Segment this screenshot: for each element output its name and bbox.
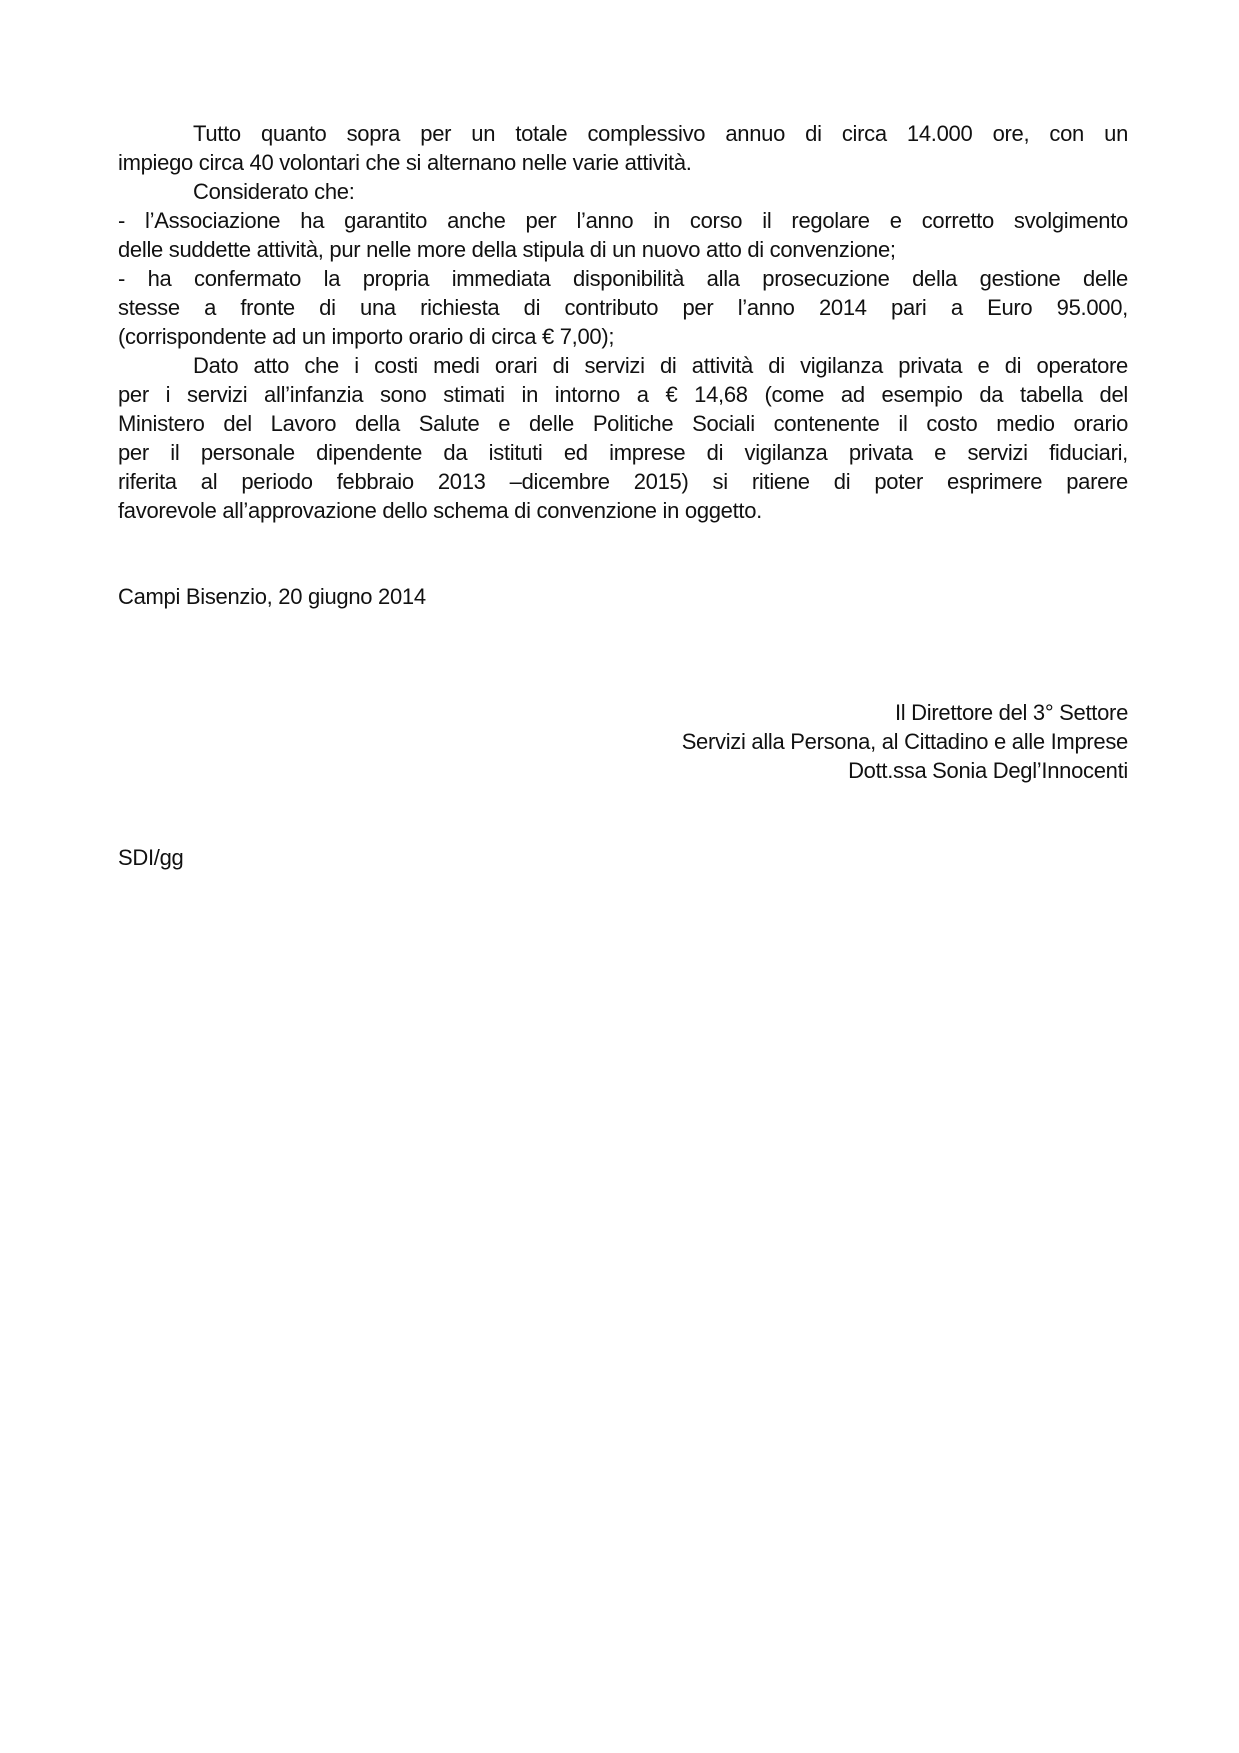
body-line: (corrispondente ad un importo orario di circa € 7,00); bbox=[118, 324, 615, 349]
body-line: Considerato che: bbox=[193, 179, 355, 204]
body-line: - ha confermato la propria immediata disponibilità alla prosecuzione della gestione delle bbox=[118, 266, 1128, 291]
body-line: delle suddette attività, pur nelle more della stipula di un nuovo atto di convenzione; bbox=[118, 237, 896, 262]
body-line: per il personale dipendente da istituti ed imprese di vigilanza privata e servizi fiduciari, bbox=[118, 440, 1128, 465]
body-line: favorevole all’approvazione dello schema di convenzione in oggetto. bbox=[118, 498, 762, 523]
body-line: Dato atto che i costi medi orari di servizi di attività di vigilanza privata e di operatore bbox=[193, 353, 1128, 378]
body-line: impiego circa 40 volontari che si alternano nelle varie attività. bbox=[118, 150, 692, 175]
body-line: stesse a fronte di una richiesta di contributo per l’anno 2014 pari a Euro 95.000, bbox=[118, 295, 1128, 320]
body-line: - l’Associazione ha garantito anche per l’anno in corso il regolare e corretto svolgimento bbox=[118, 208, 1128, 233]
place-and-date: Campi Bisenzio, 20 giugno 2014 bbox=[118, 584, 426, 609]
body-line: riferita al periodo febbraio 2013 –dicembre 2015) si ritiene di poter esprimere parere bbox=[118, 469, 1128, 494]
signatory-department: Servizi alla Persona, al Cittadino e alle Imprese bbox=[681, 729, 1128, 754]
body-line: per i servizi all’infanzia sono stimati in intorno a € 14,68 (come ad esempio da tabella del bbox=[118, 382, 1128, 407]
body-line: Tutto quanto sopra per un totale complessivo annuo di circa 14.000 ore, con un bbox=[193, 121, 1128, 146]
body-line: Ministero del Lavoro della Salute e delle Politiche Sociali contenente il costo medio orario bbox=[118, 411, 1128, 436]
document-body bbox=[118, 119, 1128, 525]
signature-block bbox=[682, 698, 1128, 785]
reference-initials: SDI/gg bbox=[118, 845, 184, 870]
signatory-name: Dott.ssa Sonia Degl’Innocenti bbox=[848, 758, 1128, 783]
signatory-title: Il Direttore del 3° Settore bbox=[894, 700, 1128, 725]
